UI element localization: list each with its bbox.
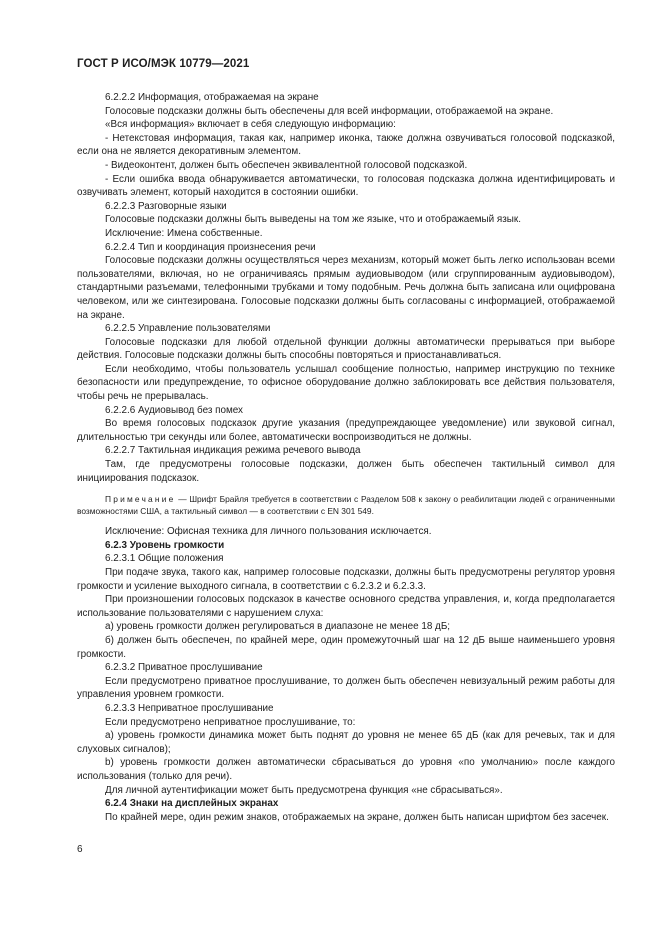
- note-label: Примечание: [105, 494, 176, 505]
- list-item: - Если ошибка ввода обнаруживается автоматически, то голосовая подсказка должна идентифицировать и озвучивать элемент, который находится в состоянии ошибки.: [77, 173, 615, 199]
- note-text: — Шрифт Брайля требуется в соответствии с Разделом 508 к закону о реабилитации людей с ограниченными возможностями США, а тактильный символ — в соответствии с EN 301 549.: [77, 494, 615, 516]
- section-heading: 6.2.3.3 Неприватное прослушивание: [105, 702, 274, 714]
- section-heading: 6.2.2.7 Тактильная индикация режима речевого вывода: [105, 445, 361, 457]
- paragraph: Там, где предусмотрены голосовые подсказки, должен быть обеспечен тактильный символ для инициирования подсказок.: [77, 459, 615, 484]
- paragraph: Голосовые подсказки должны быть обеспечены для всей информации, отображаемой на экране.: [105, 105, 554, 117]
- list-item: а) уровень громкости динамика может быть поднят до уровня не менее 65 дБ (как для речевых, так и для слуховых сигналов);: [77, 730, 615, 755]
- section-heading-bold: 6.2.3 Уровень громкости: [105, 539, 225, 551]
- section-heading: 6.2.2.4 Тип и координация произнесения речи: [105, 241, 316, 253]
- paragraph: Голосовые подсказки для любой отдельной функции должны автоматически прерываться при выборе действия. Голосовые подсказки должны быть способны повторяться и приостанавливаться.: [77, 336, 615, 362]
- paragraph: Голосовые подсказки должны быть выведены на том же языке, что и отображаемый язык.: [105, 214, 521, 226]
- section-heading: 6.2.3.2 Приватное прослушивание: [105, 662, 263, 674]
- paragraph: «Вся информация» включает в себя следующую информацию:: [105, 119, 396, 131]
- note: [77, 494, 615, 517]
- paragraph: Голосовые подсказки должны осуществляться через механизм, который может быть легко использован всеми пользователями, включая, но не ограничиваясь прямым аудиовыводом (или сгруппированным аудиовыводом), стандартными разъемами, телефонными трубками и тому подобным. Речь должна быть записана или оцифрована человеком, или же синтезирована. Голосовые подсказки должны быть согласованы с информацией, отображаемой на экране.: [77, 255, 615, 321]
- list-item: b) уровень громкости должен автоматически сбрасываться до уровня «по умолчанию» после каждого использования (только для речи).: [77, 757, 615, 782]
- list-item: а) уровень громкости должен регулироваться в диапазоне не менее 18 дБ;: [105, 621, 451, 633]
- list-item: - Видеоконтент, должен быть обеспечен эквивалентной голосовой подсказкой.: [105, 159, 468, 171]
- section-heading-bold: 6.2.4 Знаки на дисплейных экранах: [105, 798, 279, 810]
- paragraph: Исключение: Офисная техника для личного пользования исключается.: [105, 526, 432, 538]
- paragraph: При подаче звука, такого как, например голосовые подсказки, должны быть предусмотрены регулятор уровня громкости и усиление выходного сигнала, в соответствии с 6.2.3.2 и 6.2.3.3.: [77, 567, 615, 592]
- paragraph: Для личной аутентификации может быть предусмотрена функция «не сбрасываться».: [105, 784, 503, 796]
- section-heading: 6.2.3.1 Общие положения: [105, 553, 224, 565]
- paragraph: Во время голосовых подсказок другие указания (предупреждающее уведомление) или звуковой сигнал, длительностью три секунды или более, автоматически воспроизводиться не должны.: [77, 418, 615, 443]
- list-item: - Нетекстовая информация, такая как, например иконка, также должна озвучиваться голосовой подсказкой, если она не является декоративным элементом.: [77, 132, 615, 158]
- list-item: б) должен быть обеспечен, по крайней мере, один промежуточный шаг на 12 дБ выше наименьшего уровня громкости.: [77, 634, 615, 660]
- section-heading: 6.2.2.3 Разговорные языки: [105, 200, 227, 212]
- document-header: ГОСТ Р ИСО/МЭК 10779—2021: [77, 58, 250, 70]
- paragraph: При произношении голосовых подсказок в качестве основного средства управления, и, когда предполагается использование пользователями с нарушением слуха:: [77, 594, 615, 619]
- paragraph: Исключение: Имена собственные.: [105, 227, 263, 239]
- section-heading: 6.2.2.5 Управление пользователями: [105, 323, 271, 335]
- paragraph: Если необходимо, чтобы пользователь услышал сообщение полностью, например инструкцию по технике безопасности или предупреждение, то офисное оборудование должно заблокировать все действия пользователя, чтобы речь не прерывалась.: [77, 363, 615, 403]
- document-body: [77, 91, 615, 824]
- section-heading: 6.2.2.6 Аудиовывод без помех: [105, 404, 243, 416]
- paragraph: Если предусмотрено приватное прослушивание, то должен быть обеспечен невизуальный режим работы для управления уровнем громкости.: [77, 675, 615, 701]
- paragraph: По крайней мере, один режим знаков, отображаемых на экране, должен быть написан шрифтом без засечек.: [105, 811, 609, 823]
- section-heading: 6.2.2.2 Информация, отображаемая на экране: [105, 92, 319, 103]
- paragraph: Если предусмотрено неприватное прослушивание, то:: [105, 716, 356, 728]
- page-number: 6: [77, 844, 83, 855]
